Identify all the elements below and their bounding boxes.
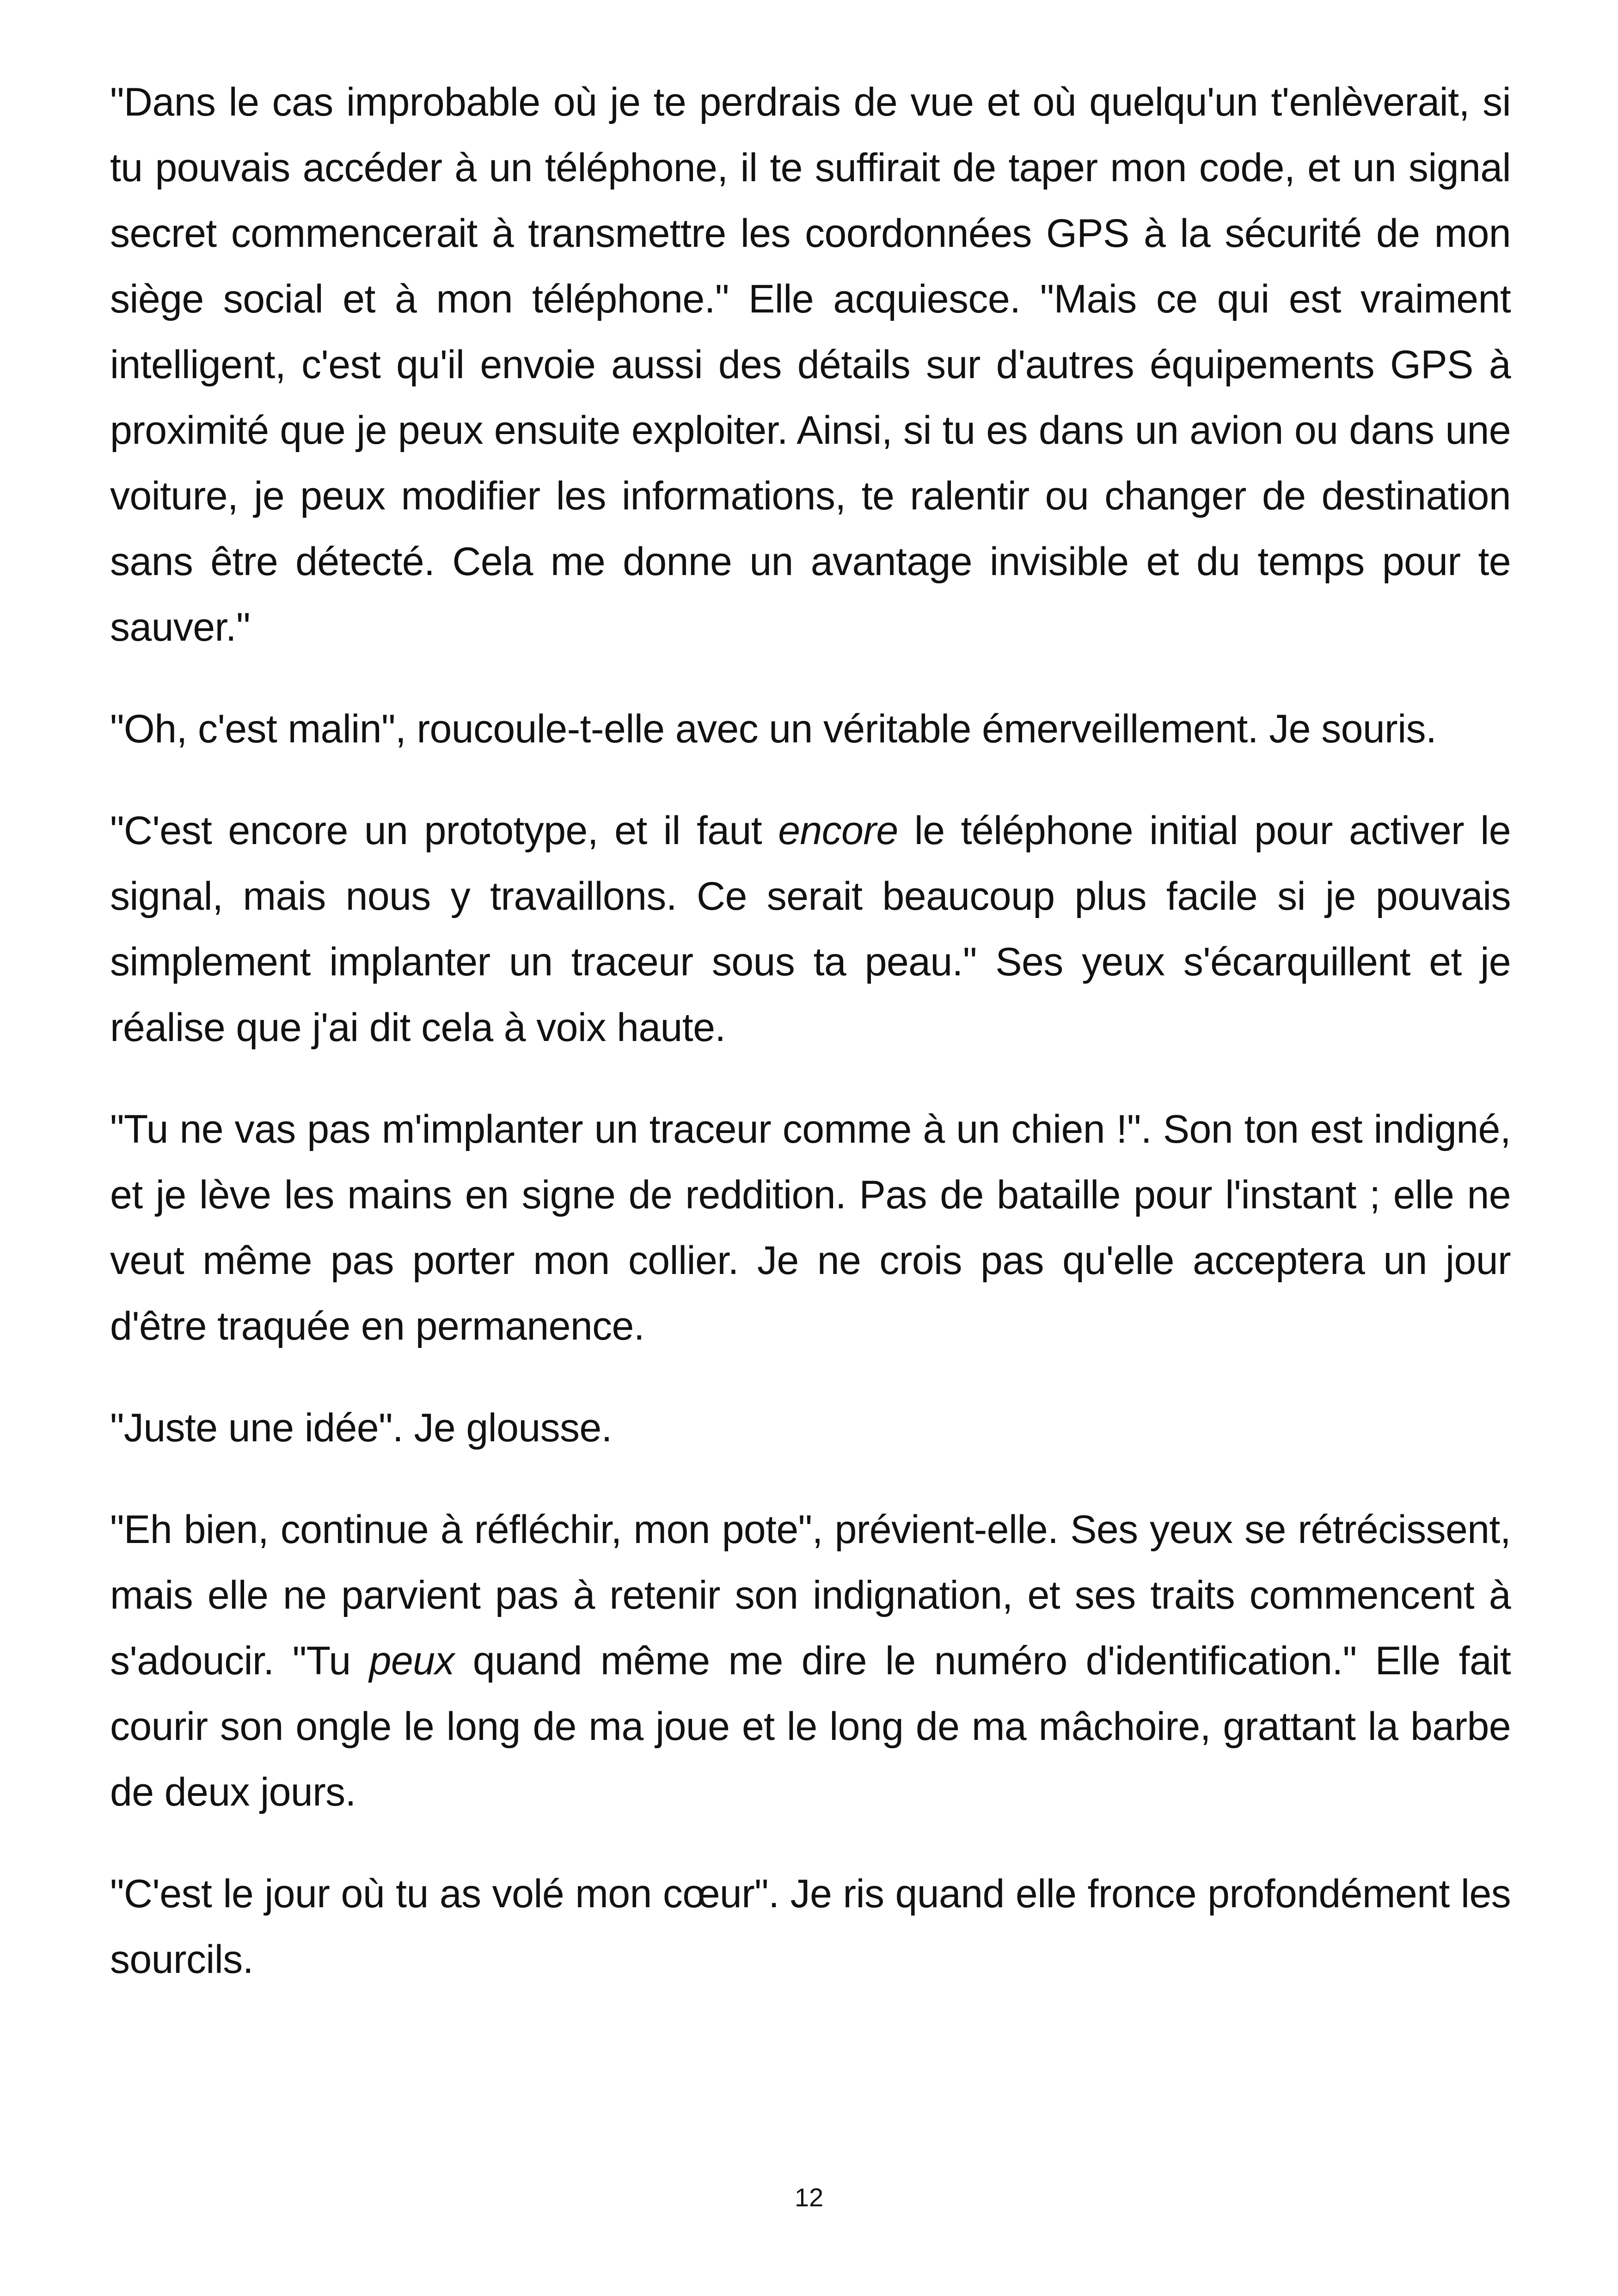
- paragraph-text: "C'est encore un prototype, et il faut: [110, 808, 778, 853]
- paragraph-6: [110, 1497, 1511, 1825]
- paragraph-text: quand même me dire le numéro d'identification." Elle fait courir son ongle le long de ma joue et le long de ma mâchoire, grattant la barbe de deux jours.: [110, 1639, 1511, 1814]
- paragraph-5: [110, 1395, 1511, 1461]
- paragraph-text: "Eh bien, continue à réfléchir, mon pote", prévient-elle. Ses yeux se rétrécissent, mais elle ne parvient pas à retenir son indignation, et ses traits commencent à s'adoucir. "Tu: [110, 1507, 1511, 1683]
- emphasis-text: encore: [778, 808, 898, 853]
- paragraph-text: "Tu ne vas pas m'implanter un traceur comme à un chien !". Son ton est indigné, et je lève les mains en signe de reddition. Pas de bataille pour l'instant ; elle ne veut même pas porter mon collier. Je ne crois pas qu'elle acceptera un jour d'être traquée en permanence.: [110, 1107, 1511, 1348]
- paragraph-text: "C'est le jour où tu as volé mon cœur". Je ris quand elle fronce profondément les sourcils.: [110, 1872, 1511, 1982]
- paragraph-7: [110, 1861, 1511, 1992]
- paragraph-4: [110, 1096, 1511, 1359]
- paragraph-text: "Juste une idée". Je glousse.: [110, 1406, 612, 1450]
- emphasis-text: peux: [369, 1639, 454, 1683]
- paragraph-text: "Dans le cas improbable où je te perdrais de vue et où quelqu'un t'enlèverait, si tu pouvais accéder à un téléphone, il te suffirait de taper mon code, et un signal secret commencerait à transmettre les coordonnées GPS à la sécurité de mon siège social et à mon téléphone." Elle acquiesce. "Mais ce qui est vraiment intelligent, c'est qu'il envoie aussi des détails sur d'autres équipements GPS à proximité que je peux ensuite exploiter. Ainsi, si tu es dans un avion ou dans une voiture, je peux modifier les informations, te ralentir ou changer de destination sans être détecté. Cela me donne un avantage invisible et du temps pour te sauver.": [110, 80, 1511, 649]
- paragraph-2: [110, 696, 1511, 762]
- body-text: [110, 69, 1511, 1992]
- paragraph-text: "Oh, c'est malin", roucoule-t-elle avec un véritable émerveillement. Je souris.: [110, 707, 1437, 751]
- page-number: 12: [794, 2183, 824, 2212]
- paragraph-1: [110, 69, 1511, 660]
- paragraph-3: [110, 798, 1511, 1060]
- paragraph-text: le téléphone initial pour activer le signal, mais nous y travaillons. Ce serait beaucoup plus facile si je pouvais simplement implanter un traceur sous ta peau." Ses yeux s'écarquillent et je réalise que j'ai dit cela à voix haute.: [110, 808, 1511, 1050]
